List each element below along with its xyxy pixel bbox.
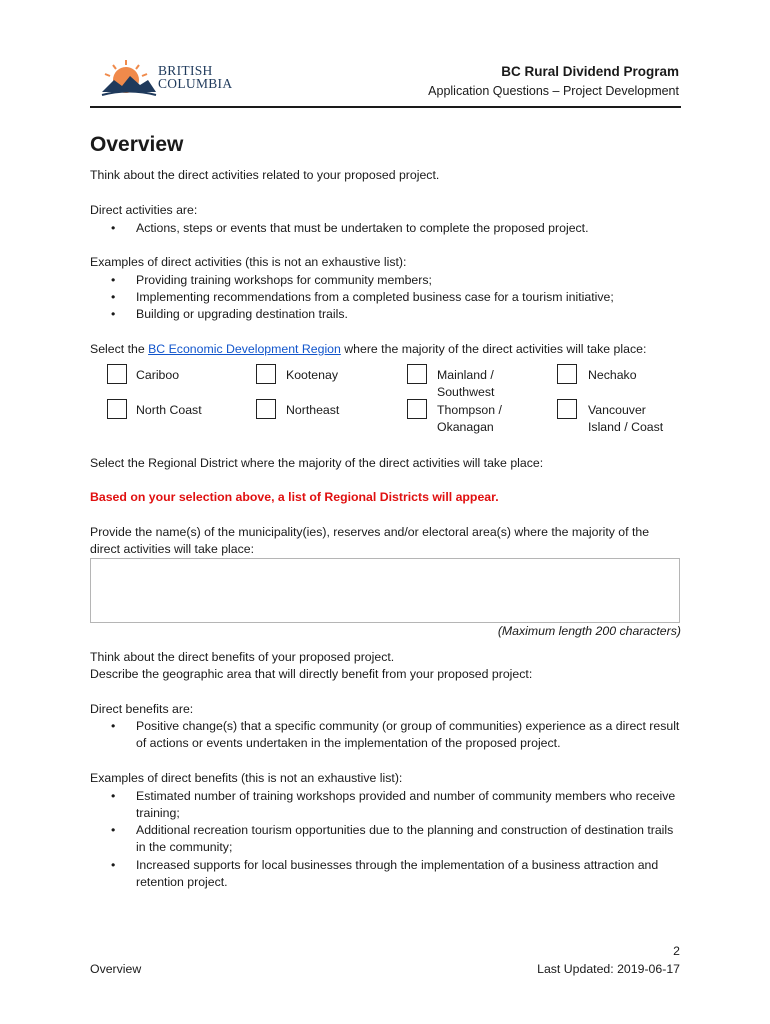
bullet-text: Increased supports for local businesses through the implementation of a business attraction and retention project. xyxy=(136,858,659,890)
district-note: Based on your selection above, a list of Regional Districts will appear. xyxy=(90,490,499,504)
bullet-marker: • xyxy=(111,221,116,235)
bullet-marker: • xyxy=(111,273,116,287)
checkbox-northeast[interactable] xyxy=(256,399,276,419)
bullet-text: Implementing recommendations from a completed business case for a tourism initiative; xyxy=(136,290,614,304)
checkbox-label: North Coast xyxy=(136,403,202,417)
checkbox-kootenay[interactable] xyxy=(256,364,276,384)
intro-text: Think about the direct activities related to your proposed project. xyxy=(90,168,440,182)
region-prompt-after: where the majority of the direct activities will take place: xyxy=(340,342,647,356)
bullet-marker: • xyxy=(111,290,116,304)
checkbox-cariboo[interactable] xyxy=(107,364,127,384)
region-select-prompt xyxy=(90,341,646,358)
checkbox-label: Mainland / Southwest xyxy=(437,368,495,400)
checkbox-north-coast[interactable] xyxy=(107,399,127,419)
checkbox-nechako[interactable] xyxy=(557,364,577,384)
economic-region-link[interactable]: BC Economic Development Region xyxy=(148,342,341,356)
bullet-text: Positive change(s) that a specific community (or group of communities) experience as a direct result of actions or events undertaken in the implementation of the proposed project. xyxy=(136,719,680,751)
checkbox-label: Kootenay xyxy=(286,368,338,382)
last-updated: Last Updated: 2019-06-17 xyxy=(537,962,680,976)
bullet-text: Estimated number of training workshops provided and number of community members who receive training; xyxy=(136,789,676,821)
footer-section: Overview xyxy=(90,962,142,976)
bullet-text: Actions, steps or events that must be undertaken to complete the proposed project. xyxy=(136,221,589,235)
checkbox-label: Nechako xyxy=(588,368,637,382)
bullet-text: Additional recreation tourism opportunities due to the planning and construction of destination trails in the community; xyxy=(136,823,674,855)
checkbox-thompson-okanagan[interactable] xyxy=(407,399,427,419)
bullet-marker: • xyxy=(111,307,116,321)
program-title: BC Rural Dividend Program xyxy=(501,64,679,79)
examples-benefits-label: Examples of direct benefits (this is not an exhaustive list): xyxy=(90,771,403,785)
header-divider xyxy=(90,106,681,108)
bullet-text: Providing training workshops for community members; xyxy=(136,273,432,287)
checkbox-label: Thompson / Okanagan xyxy=(437,403,502,435)
document-subtitle: Application Questions – Project Development xyxy=(428,84,679,98)
sun-mountain-icon xyxy=(100,58,158,98)
page-title: Overview xyxy=(90,133,184,156)
examples-activities-label: Examples of direct activities (this is not an exhaustive list): xyxy=(90,255,407,269)
page-number: 2 xyxy=(673,944,680,958)
bullet-text: Building or upgrading destination trails. xyxy=(136,307,348,321)
benefits-area-prompt: Describe the geographic area that will directly benefit from your proposed project: xyxy=(90,667,533,681)
bullet-marker: • xyxy=(111,823,116,837)
checkbox-label: Vancouver Island / Coast xyxy=(588,403,664,435)
district-select-prompt: Select the Regional District where the majority of the direct activities will take place: xyxy=(90,456,544,470)
bullet-marker: • xyxy=(111,789,116,803)
logo-line2: COLUMBIA xyxy=(158,76,233,91)
benefits-intro: Think about the direct benefits of your proposed project. xyxy=(90,650,395,664)
bullet-marker: • xyxy=(111,719,116,733)
municipality-textarea[interactable] xyxy=(90,558,680,623)
direct-activities-label: Direct activities are: xyxy=(90,203,198,217)
checkbox-vancouver-island-coast[interactable] xyxy=(557,399,577,419)
checkbox-label: Cariboo xyxy=(136,368,180,382)
bullet-marker: • xyxy=(111,858,116,872)
municipality-prompt: Provide the name(s) of the municipality(ies), reserves and/or electoral area(s) where the majority of the direct activities will take place: xyxy=(90,525,650,557)
max-length-note: (Maximum length 200 characters) xyxy=(497,624,681,638)
bc-logo xyxy=(100,56,240,104)
checkbox-mainland-southwest[interactable] xyxy=(407,364,427,384)
logo-line1: BRITISH xyxy=(158,63,213,78)
region-prompt-before: Select the xyxy=(90,342,149,356)
direct-benefits-label: Direct benefits are: xyxy=(90,702,194,716)
checkbox-label: Northeast xyxy=(286,403,340,417)
